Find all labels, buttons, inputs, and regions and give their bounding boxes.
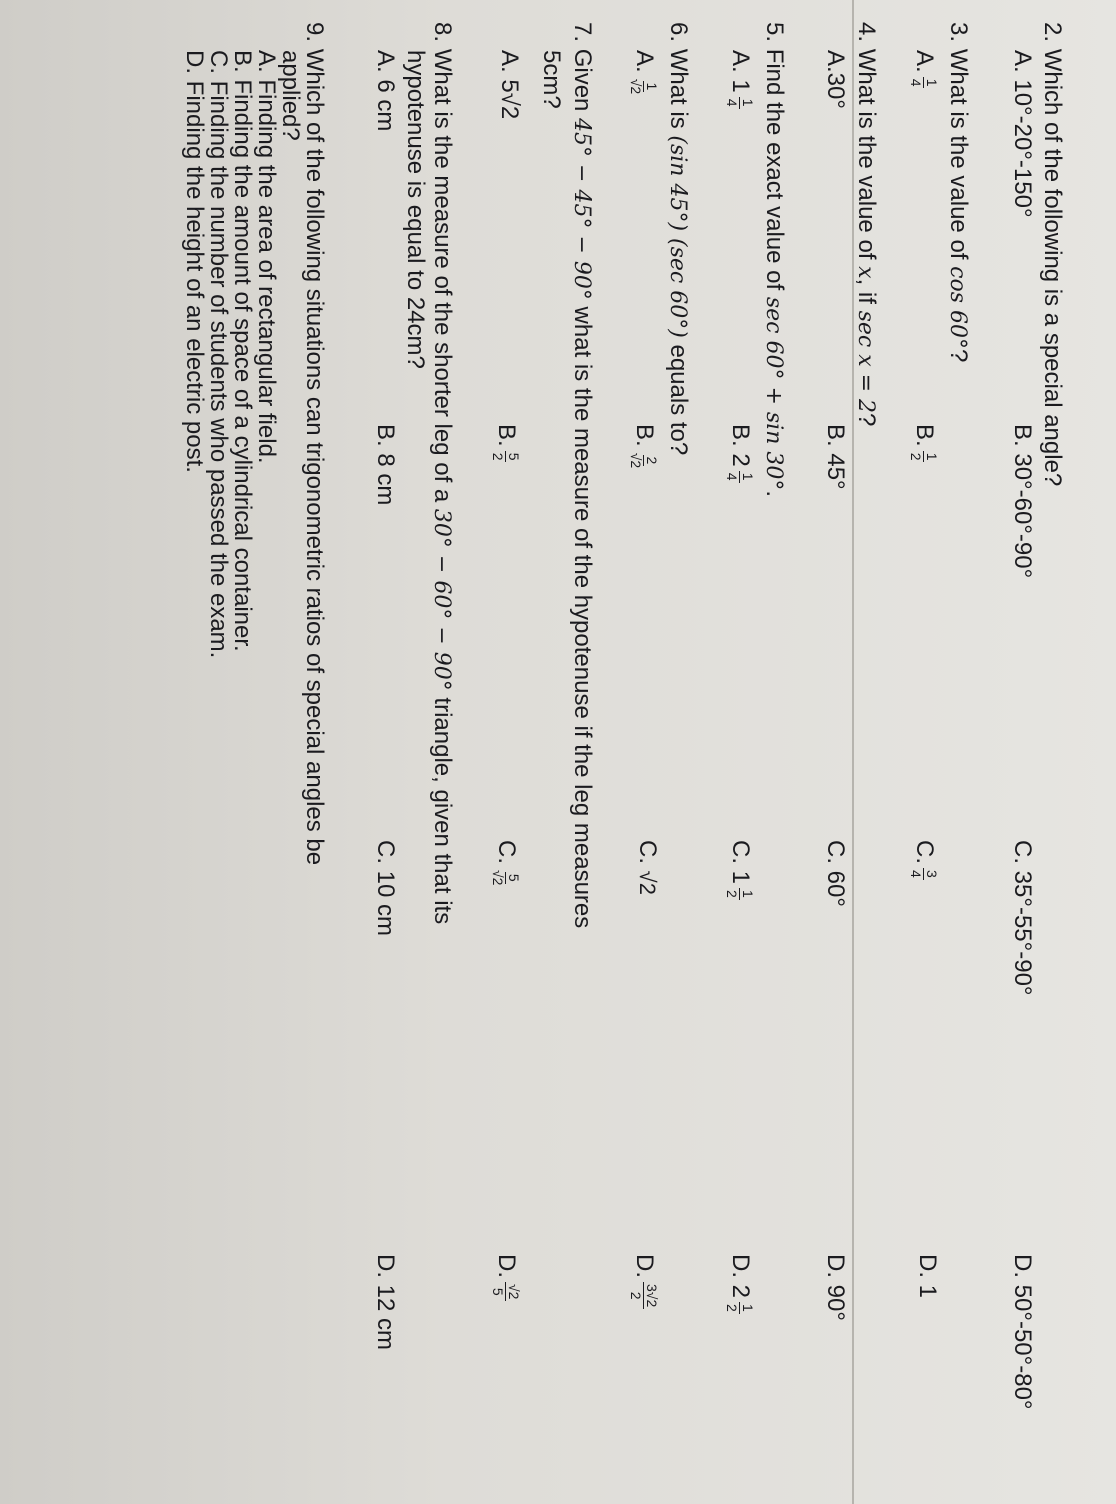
choice-row	[1004, 22, 1034, 1492]
choice-b: B. 2 √2	[628, 424, 660, 469]
question-7: 7. Given 45° − 45° − 90° what is the measure of the hypotenuse if the leg measures 5cm? A. 5√2 B. 5 2 C. 5 √2 D. √2 5	[491, 22, 594, 1492]
choice-c: C. 35°-55°-90°	[1009, 840, 1036, 996]
math-expression: sec 60° + sin 30°	[761, 296, 786, 491]
math-expression: 30° − 60° − 90°	[429, 508, 454, 691]
math-expression: cos 60°	[945, 266, 970, 349]
choice-d: D. 1	[914, 1254, 941, 1299]
choice-row	[817, 22, 847, 1492]
choice-a: A. 1 √2	[628, 50, 660, 95]
choice-b: B. 2 1 4	[724, 424, 756, 481]
choice-row	[491, 22, 521, 1492]
choice-row	[725, 22, 755, 1492]
question-number: 2.	[1039, 22, 1066, 43]
question-3: 3. What is the value of cos 60°? A. 1 4 B. 1 2 C. 3 4 D. 1	[909, 22, 970, 1492]
question-5: 5. Find the exact value of sec 60° + sin 30°. A. 1 1 4 B. 2 1 4 C. 1 1 2 D. 2 1 2	[725, 22, 786, 1492]
choice-row	[909, 22, 939, 1492]
choice-b: B. 45°	[822, 424, 849, 490]
choice-c: C. 10 cm	[372, 840, 399, 937]
question-text: Which of the following is a special angle?	[1039, 48, 1066, 487]
question-8: 8. What is the measure of the shorter leg of a 30° − 60° − 90° triangle, given that its hypotenuse is equal to 24cm? A. 6 cm B. 8 cm C. 10 cm D. 12 cm	[367, 22, 454, 1492]
choice-b: B. 8 cm	[372, 424, 399, 506]
choice-c: C. √2	[634, 840, 661, 895]
question-9: 9. Which of the following situations can trigonometric ratios of special angles be applied? A. Finding the area of rectangular field. B. Finding the amount of space of a cylindrical container. C. Finding the number of students who passed the exam. D. Finding the height of an electric post.	[182, 22, 326, 1492]
choice-c: C. 5 √2	[490, 840, 522, 886]
choice-a: A. 10°-20°-150°	[1009, 50, 1036, 218]
choice-a: A. 6 cm	[372, 50, 399, 132]
option-b: B. Finding the amount of space of a cylindrical container.	[229, 50, 256, 652]
choice-a: A. 5√2	[496, 50, 523, 120]
choice-a: A. 1 1 4	[724, 50, 756, 107]
choice-a: A. 1 4	[908, 50, 940, 87]
question-2	[1004, 22, 1064, 1492]
math-expression: sec x = 2	[853, 310, 878, 414]
choice-row	[629, 22, 659, 1492]
question-4: 4. What is the value of x, if sec x = 2? A.30° B. 45° C. 60° D. 90°	[817, 22, 878, 1492]
choice-c: C. 1 1 2	[724, 840, 756, 898]
option-a: A. Finding the area of rectangular field.	[253, 50, 280, 464]
choice-c: C. 3 4	[908, 840, 940, 878]
choice-b: B. 30°-60°-90°	[1009, 424, 1036, 579]
choice-c: C. 60°	[822, 840, 849, 907]
choice-a: A.30°	[822, 50, 849, 109]
choice-d: D. 12 cm	[372, 1254, 399, 1351]
option-d: D. Finding the height of an electric post.	[181, 50, 208, 473]
math-expression: 45° − 45° − 90°	[569, 118, 594, 300]
choice-d: D. √2 5	[490, 1254, 522, 1300]
math-expression: (sin 45°) (sec 60°)	[665, 135, 690, 338]
choice-b: B. 5 2	[490, 424, 522, 461]
choice-row	[367, 22, 397, 1492]
choice-d: D. 2 1 2	[724, 1254, 756, 1312]
choice-b: B. 1 2	[908, 424, 940, 461]
choice-d: D. 90°	[822, 1254, 849, 1321]
choice-d: D. 50°-50°-80°	[1009, 1254, 1036, 1410]
option-c: C. Finding the number of students who passed the exam.	[205, 50, 232, 659]
choice-d: D. 3√2 2	[628, 1254, 660, 1308]
question-6: 6. What is (sin 45°) (sec 60°) equals to? A. 1 √2 B. 2 √2 C. √2 D. 3√2 2	[629, 22, 690, 1492]
